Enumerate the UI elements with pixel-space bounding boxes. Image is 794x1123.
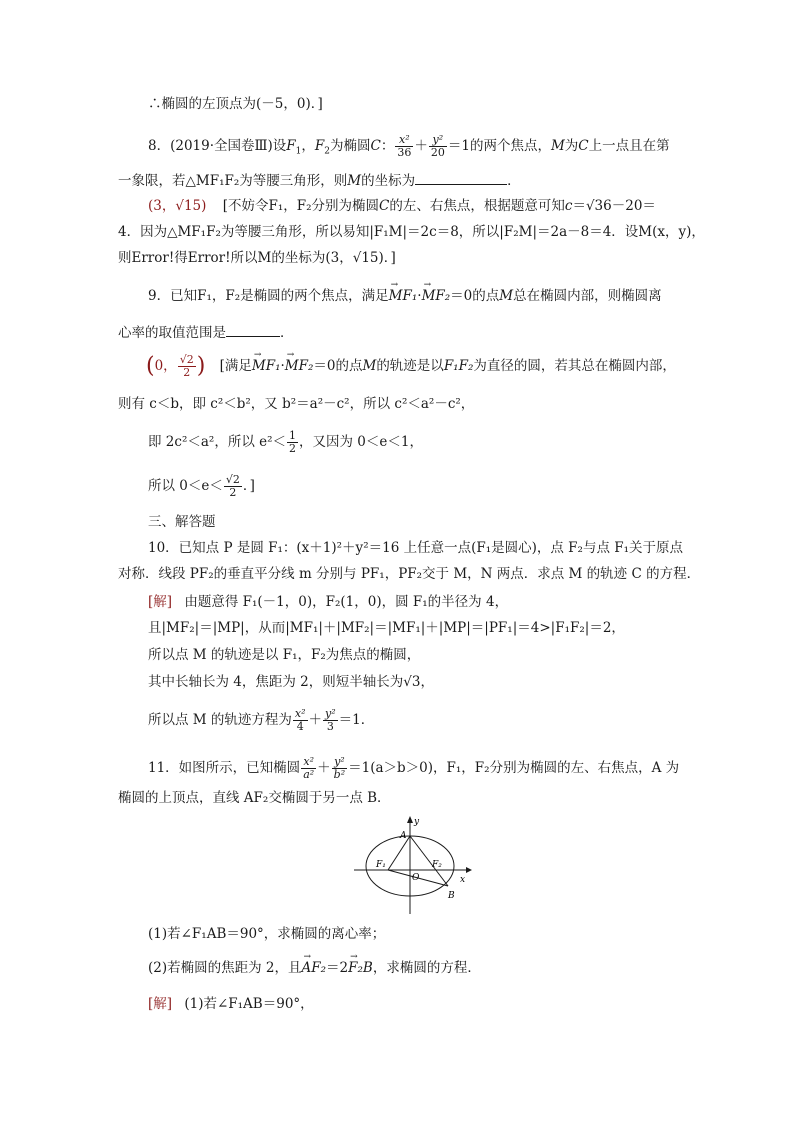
fraction bbox=[429, 134, 447, 159]
x-axis-arrow bbox=[466, 867, 472, 873]
text: [不妨令 bbox=[222, 198, 269, 214]
question-11-line-1 bbox=[148, 756, 679, 781]
text: 所以点 M 的轨迹是以 F₁，F₂为焦点的椭圆， bbox=[148, 647, 421, 663]
text: F bbox=[314, 138, 325, 154]
solution-tag: [解] bbox=[148, 996, 173, 1012]
ellipse-figure bbox=[354, 814, 474, 914]
text: 三、解答题 bbox=[148, 514, 216, 530]
answer-9-line-2 bbox=[118, 394, 474, 414]
text: b² bbox=[333, 768, 346, 781]
text: 对称．线段 PF₂的垂直平分线 m 分别与 PF₁，PF₂交于 M，N 两点．求点 M 的轨迹 C 的方程． bbox=[118, 566, 701, 582]
text: 1 bbox=[289, 429, 297, 442]
text: 11．如图所示，已知椭圆 bbox=[148, 760, 301, 776]
text: 一象限，若△MF₁F₂为等腰三角形，则 bbox=[118, 173, 348, 189]
text: 4．因为△MF₁F₂为等腰三角形，所以易知|F₁M|＝2c＝8，所以|F₂M|＝2a－8＝4．设M(x，y)， bbox=[118, 224, 705, 240]
text: 2 bbox=[229, 486, 237, 499]
answer-9-line-4 bbox=[148, 474, 255, 499]
text: 所以 0＜e＜ bbox=[148, 478, 223, 494]
text: F₁，F₂分别为椭圆 bbox=[268, 198, 380, 214]
vector: → MF₁ bbox=[389, 286, 418, 306]
fraction bbox=[395, 134, 413, 159]
text: ＝1的两个焦点， bbox=[447, 138, 551, 154]
text: ∴椭圆的左顶点为(－5，0)．] bbox=[148, 96, 323, 112]
text: a² bbox=[303, 768, 315, 781]
paren-left: ( bbox=[146, 353, 155, 379]
text: 2 bbox=[183, 366, 191, 379]
text: ： bbox=[380, 138, 395, 154]
text: [满足 bbox=[219, 358, 252, 374]
fraction bbox=[323, 708, 338, 733]
text: 的轨迹是以 bbox=[376, 358, 444, 374]
text: 10．已知点 P 是圆 F₁：(x＋1)²＋y²＝16 上任意一点(F₁是圆心)，点 F₂与点 F₁关于原点 bbox=[148, 540, 684, 556]
text: · bbox=[280, 358, 285, 374]
text: 总在椭圆内部，则椭圆离 bbox=[513, 288, 662, 304]
question-11-part-1 bbox=[148, 924, 385, 944]
question-8-line-2 bbox=[118, 170, 521, 191]
text: 椭圆的上顶点，直线 AF₂交椭圆于另一点 B． bbox=[118, 790, 391, 806]
text: M bbox=[550, 138, 565, 154]
fraction bbox=[224, 474, 242, 499]
text: (1)若∠F₁AB＝90°， bbox=[184, 996, 314, 1012]
answer-8-line-3 bbox=[118, 248, 396, 268]
vector: → MF₁ bbox=[252, 356, 281, 376]
text: ， bbox=[420, 674, 434, 690]
text: x² bbox=[301, 756, 316, 769]
fraction bbox=[293, 708, 308, 733]
text: F₁，F₂是椭圆的两个焦点，满足 bbox=[197, 288, 389, 304]
text: C bbox=[370, 138, 381, 154]
text: ＝2 bbox=[326, 960, 349, 976]
label-x: x bbox=[460, 875, 466, 885]
text: 36 bbox=[397, 146, 412, 159]
text: x² bbox=[395, 134, 413, 147]
fraction bbox=[301, 756, 316, 781]
text: 2 bbox=[324, 146, 331, 157]
text: 则Error!得Error!所以M的坐标为(3，√15)．] bbox=[118, 250, 396, 266]
question-11-part-2 bbox=[148, 958, 481, 978]
text: F bbox=[286, 138, 296, 154]
text: ＋ bbox=[317, 760, 331, 776]
fraction bbox=[178, 354, 196, 379]
text: ＋ bbox=[308, 712, 323, 728]
label-O: O bbox=[412, 873, 420, 883]
text: ． bbox=[507, 173, 521, 189]
answer-value: 0， bbox=[154, 358, 177, 374]
question-9-line-1 bbox=[148, 286, 662, 306]
text: C bbox=[379, 198, 390, 214]
vector: → MF₂ bbox=[422, 286, 451, 306]
text: 其中长轴长为 4，焦距为 2，则短半轴长为 bbox=[148, 674, 404, 690]
text: ＝0的点 bbox=[313, 358, 363, 374]
label-F1: F₁ bbox=[376, 860, 386, 870]
answer-11-line-1 bbox=[148, 994, 314, 1014]
text: 上一点且在第 bbox=[588, 138, 670, 154]
answer-10-line-5 bbox=[148, 708, 374, 733]
text: 的左、右焦点，根据题意可知 bbox=[389, 198, 565, 214]
text: 的坐标为 bbox=[361, 173, 416, 189]
text: ＝0的点 bbox=[450, 288, 500, 304]
text: √3 bbox=[403, 674, 421, 690]
label-B: B bbox=[448, 891, 455, 901]
text: 心率的取值范围是 bbox=[118, 325, 226, 341]
vector: → AF₂ bbox=[302, 958, 327, 978]
answer-8-line-2 bbox=[118, 222, 705, 242]
question-11-line-2 bbox=[118, 788, 391, 808]
answer-10-line-3 bbox=[148, 645, 420, 665]
text: 则有 c＜b，即 c²＜b²，又 b²＝a²－c²，所以 c²＜a²－c²， bbox=[118, 396, 475, 412]
text: ，求椭圆的方程． bbox=[372, 960, 481, 976]
text: ． bbox=[280, 325, 294, 341]
text: M bbox=[499, 288, 514, 304]
vector: → F₂B bbox=[348, 958, 373, 978]
text: 1 bbox=[295, 146, 302, 157]
text: (1)若∠F₁AB＝90°，求椭圆的离心率； bbox=[148, 926, 386, 942]
answer-value: (3，√15) bbox=[148, 198, 207, 214]
y-axis-arrow bbox=[407, 816, 413, 823]
text: 4 bbox=[296, 720, 304, 733]
label-F2: F₂ bbox=[432, 860, 442, 870]
question-9-line-2 bbox=[118, 322, 294, 343]
text-line-1 bbox=[148, 94, 323, 114]
text: y² bbox=[325, 707, 336, 720]
text: √2 bbox=[179, 353, 194, 366]
text: 即 2c²＜a²，所以 e²＜ bbox=[148, 434, 287, 450]
text: ＋ bbox=[414, 138, 428, 154]
section-heading bbox=[148, 512, 216, 532]
label-y: y bbox=[414, 817, 420, 827]
answer-10-line-2 bbox=[148, 618, 625, 638]
text: ．] bbox=[242, 478, 255, 494]
text: 3 bbox=[326, 720, 334, 733]
segment-AF1 bbox=[388, 836, 410, 870]
text: ， bbox=[301, 138, 315, 154]
question-10-line-1 bbox=[148, 538, 683, 558]
text: x² bbox=[294, 707, 306, 720]
text: M bbox=[362, 358, 377, 374]
question-10-line-2 bbox=[118, 564, 700, 584]
answer-10-line-4 bbox=[148, 672, 434, 692]
text: 由题意得 F₁(－1，0)，F₂(1，0)，圆 F₁的半径为 4， bbox=[184, 594, 509, 610]
fraction bbox=[287, 430, 298, 455]
text: y² bbox=[332, 756, 347, 769]
answer-9-line-3 bbox=[148, 430, 423, 455]
text: · bbox=[417, 288, 422, 304]
label-A: A bbox=[400, 831, 407, 841]
text: F₁F₂ bbox=[443, 358, 474, 374]
answer-blank bbox=[226, 322, 280, 337]
answer-10-line-1 bbox=[148, 592, 508, 612]
question-8-line-1 bbox=[148, 134, 670, 162]
solution-tag: [解] bbox=[148, 594, 173, 610]
text: c bbox=[564, 198, 573, 214]
text: (2)若椭圆的焦距为 2，且 bbox=[148, 960, 302, 976]
text: 所以点 M 的轨迹方程为 bbox=[148, 712, 292, 728]
text: ＝√36－20＝ bbox=[572, 198, 656, 214]
text: 2 bbox=[289, 442, 297, 455]
answer-blank bbox=[415, 170, 507, 185]
text: 为椭圆 bbox=[330, 138, 371, 154]
paren-right: ) bbox=[196, 353, 206, 379]
answer-9-line-1 bbox=[146, 354, 676, 379]
text: √2 bbox=[225, 473, 240, 486]
text: 且|MF₂|＝|MP|，从而|MF₁|＋|MF₂|＝|MF₁|＋|MP|＝|PF₁|＝4>|F₁F₂|＝2， bbox=[148, 620, 625, 636]
text: 为直径的圆，若其总在椭圆内部， bbox=[473, 358, 676, 374]
text: 9．已知 bbox=[148, 288, 198, 304]
text: C bbox=[578, 138, 589, 154]
text: ，又因为 0＜e＜1， bbox=[299, 434, 423, 450]
vector: → MF₂ bbox=[285, 356, 314, 376]
text: 20 bbox=[430, 146, 445, 159]
text: y² bbox=[429, 134, 447, 147]
fraction bbox=[332, 756, 347, 781]
text: 8．(2019·全国卷Ⅲ)设 bbox=[148, 138, 287, 154]
answer-8-line-1 bbox=[148, 196, 656, 216]
text: ＝1． bbox=[338, 712, 375, 728]
text: M bbox=[347, 173, 362, 189]
text: ＝1(a＞b＞0)，F₁，F₂分别为椭圆的左、右焦点，A 为 bbox=[348, 760, 680, 776]
text: 为 bbox=[564, 138, 579, 154]
